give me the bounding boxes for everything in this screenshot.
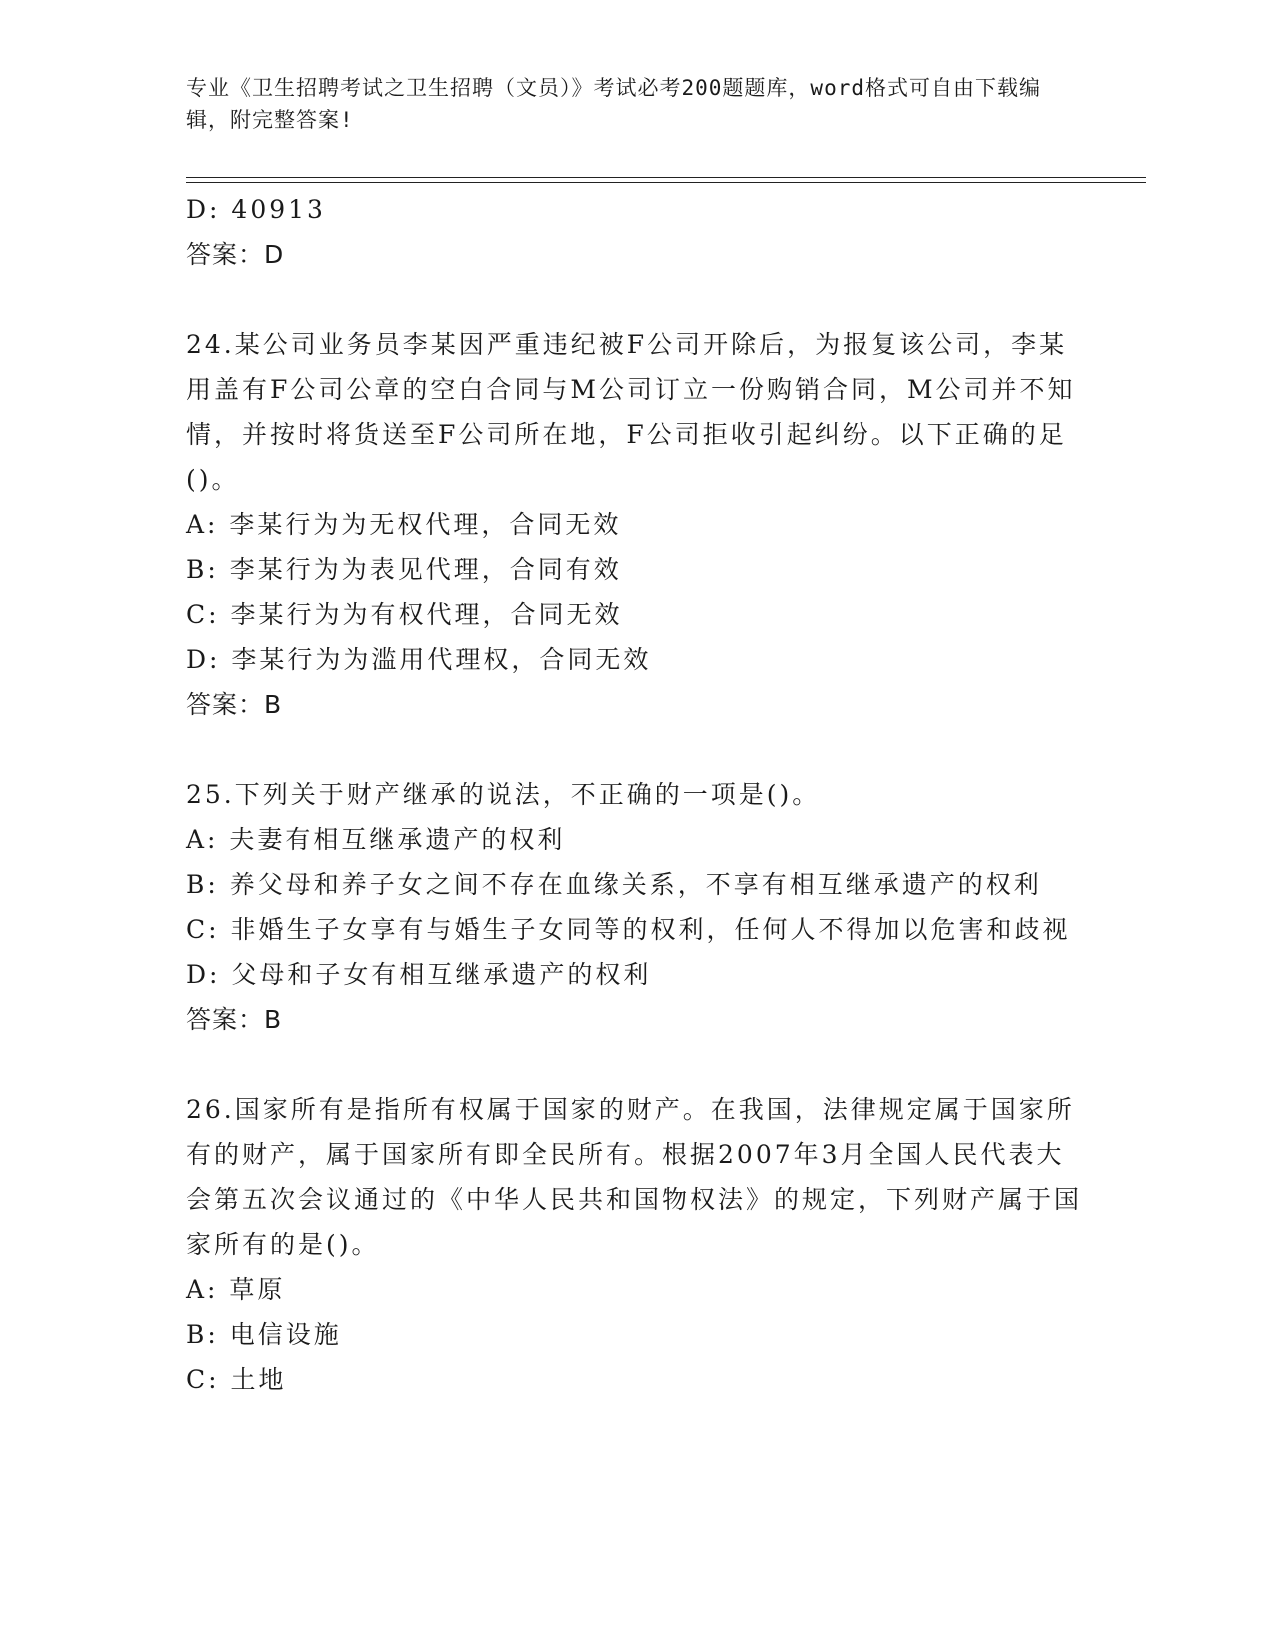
answer: 答案：D bbox=[186, 240, 285, 269]
option-b: B: 李某行为为表见代理，合同有效 bbox=[186, 555, 622, 584]
option-d: D: 40913 bbox=[186, 195, 326, 224]
option-b: B: 电信设施 bbox=[186, 1320, 342, 1349]
option-d: D: 父母和子女有相互继承遗产的权利 bbox=[186, 960, 652, 989]
option-b: B: 养父母和养子女之间不存在血缘关系，不享有相互继承遗产的权利 bbox=[186, 870, 1042, 899]
spacer bbox=[186, 1042, 1086, 1087]
question-stem: 25.下列关于财产继承的说法，不正确的一项是()。 bbox=[186, 780, 821, 809]
option-d: D: 李某行为为滥用代理权，合同无效 bbox=[186, 645, 652, 674]
question-24 bbox=[186, 322, 1086, 727]
option-c: C: 非婚生子女享有与婚生子女同等的权利，任何人不得加以危害和歧视 bbox=[186, 915, 1071, 944]
option-c: C: 李某行为为有权代理，合同无效 bbox=[186, 600, 623, 629]
document-body bbox=[186, 187, 1086, 1402]
option-a: A: 李某行为为无权代理，合同无效 bbox=[186, 510, 622, 539]
spacer bbox=[186, 727, 1086, 772]
header-divider-top bbox=[186, 177, 1146, 178]
header-divider-bottom bbox=[186, 182, 1146, 183]
option-c: C: 土地 bbox=[186, 1365, 287, 1394]
question-26 bbox=[186, 1087, 1086, 1402]
option-a: A: 夫妻有相互继承遗产的权利 bbox=[186, 825, 566, 854]
question-25 bbox=[186, 772, 1086, 1042]
option-a: A: 草原 bbox=[186, 1275, 286, 1304]
question-stem: 26.国家所有是指所有权属于国家的财产。在我国，法律规定属于国家所有的财产，属于国家所有即全民所有。根据2007年3月全国人民代表大会第五次会议通过的《中华人民共和国物权法》的规定，下列财产属于国家所有的是()。 bbox=[186, 1095, 1083, 1259]
answer: 答案：B bbox=[186, 1005, 283, 1034]
document-header: 专业《卫生招聘考试之卫生招聘（文员）》考试必考200题题库，word格式可自由下载编辑，附完整答案! bbox=[186, 76, 1041, 132]
question-stem: 24.某公司业务员李某因严重违纪被F公司开除后，为报复该公司，李某用盖有F公司公章的空白合同与M公司订立一份购销合同，M公司并不知情，并按时将货送至F公司所在地，F公司拒收引起纠纷。以下正确的足()。 bbox=[186, 330, 1076, 494]
spacer bbox=[186, 277, 1086, 322]
answer: 答案：B bbox=[186, 690, 283, 719]
